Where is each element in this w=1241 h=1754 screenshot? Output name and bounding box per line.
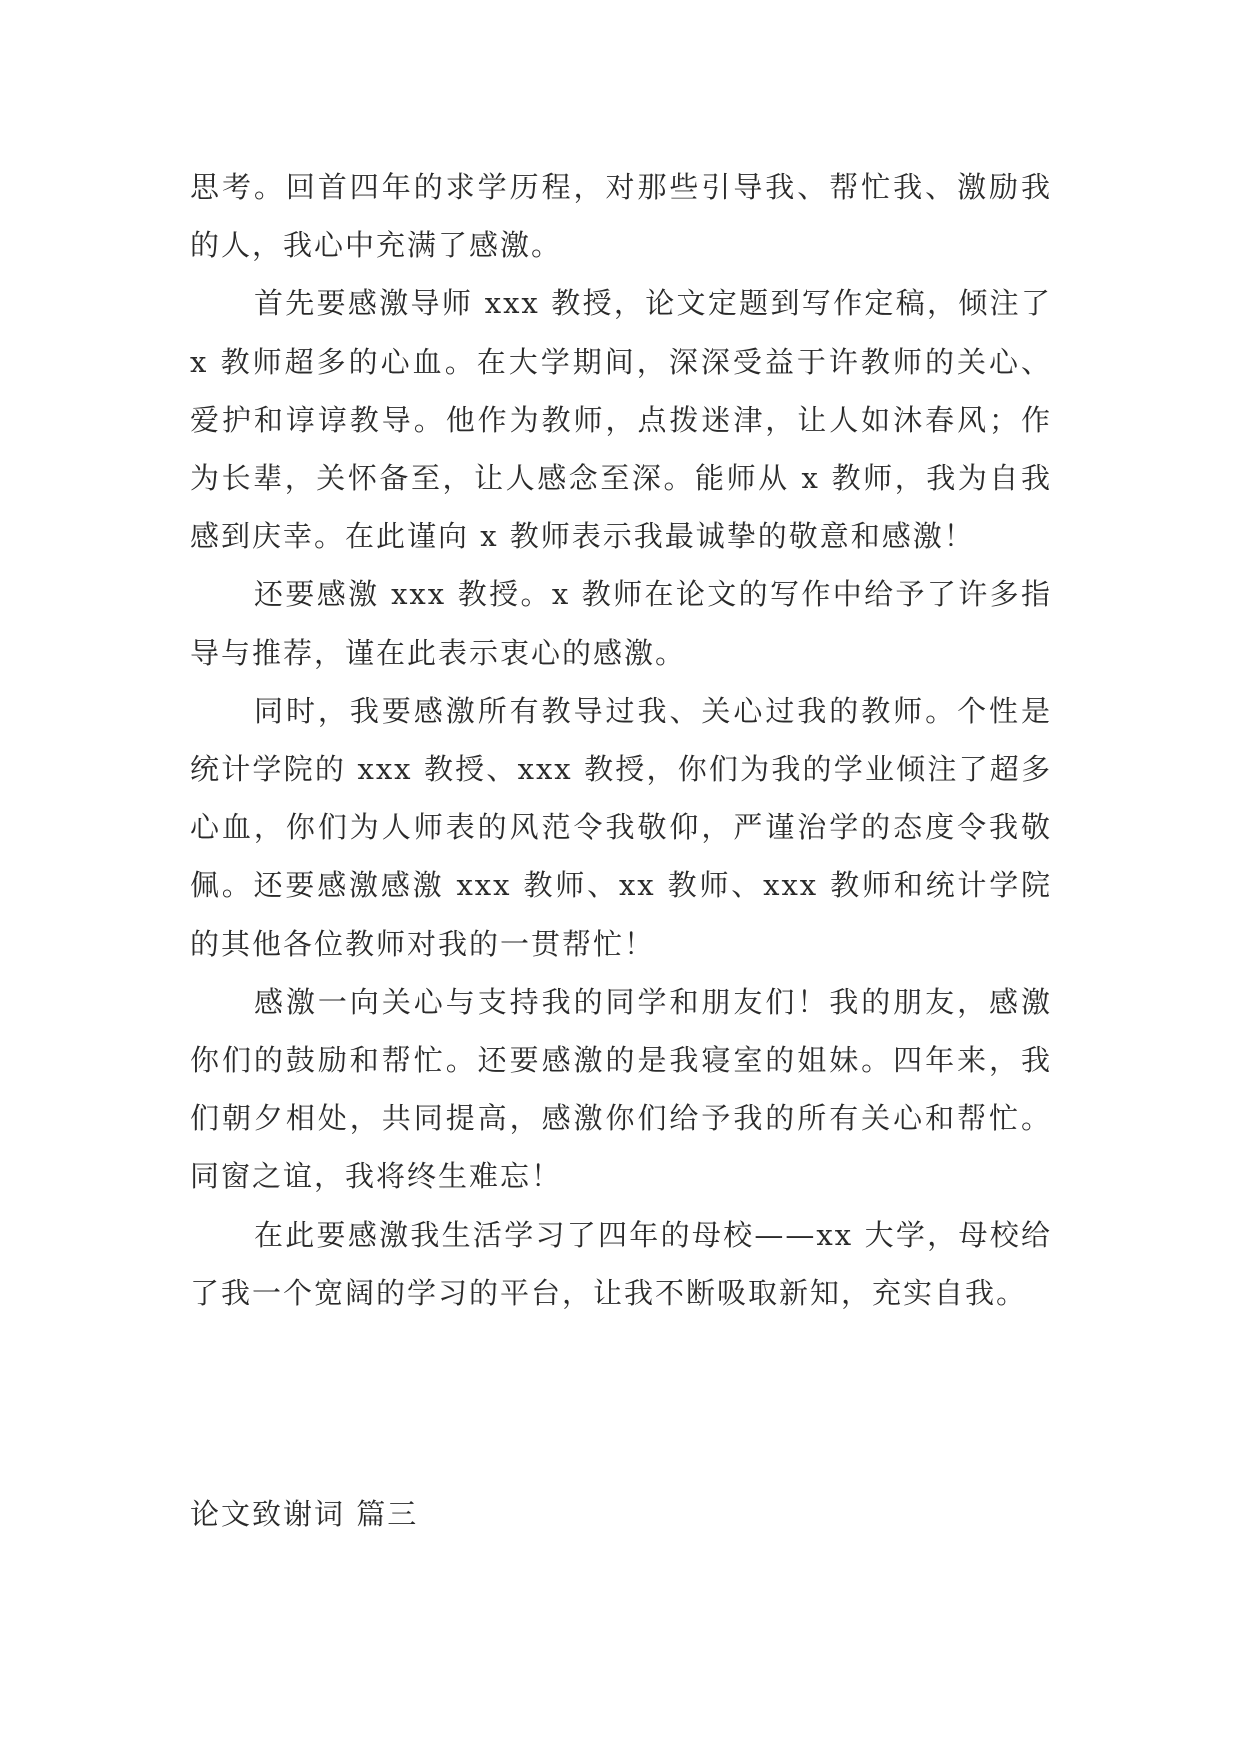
- paragraph-professor-thanks: 还要感激 xxx 教授。x 教师在论文的写作中给予了许多指导与推荐，谨在此表示衷心的感激。: [190, 577, 1052, 670]
- paragraph-continuation: 思考。回首四年的求学历程，对那些引导我、帮忙我、激励我的人，我心中充满了感激。: [190, 170, 1052, 263]
- paragraph-school-thanks: 在此要感激我生活学习了四年的母校——xx 大学，母校给了我一个宽阔的学习的平台，让我不断吸取新知，充实自我。: [190, 1217, 1052, 1310]
- section-heading: 论文致谢词 篇三: [190, 1497, 419, 1531]
- paragraph-friends-thanks: 感激一向关心与支持我的同学和朋友们！我的朋友，感激你们的鼓励和帮忙。还要感激的是我寝室的姐妹。四年来，我们朝夕相处，共同提高，感激你们给予我的所有关心和帮忙。同窗之谊，我将终生难忘！: [190, 984, 1052, 1194]
- document-body: [190, 158, 1052, 1322]
- paragraph-teachers-thanks: 同时，我要感激所有教导过我、关心过我的教师。个性是统计学院的 xxx 教授、xxx 教授，你们为我的学业倾注了超多心血，你们为人师表的风范令我敬仰，严谨治学的态度令我敬佩。还要感激感激 xxx 教师、xx 教师、xxx 教师和统计学院的其他各位教师对我的一贯帮忙！: [190, 693, 1052, 961]
- paragraph-advisor-thanks: 首先要感激导师 xxx 教授，论文定题到写作定稿，倾注了 x 教师超多的心血。在大学期间，深深受益于许教师的关心、爱护和谆谆教导。他作为教师，点拨迷津，让人如沐春风；作为长辈，关怀备至，让人感念至深。能师从 x 教师，我为自我感到庆幸。在此谨向 x 教师表示我最诚挚的敬意和感激！: [190, 286, 1052, 554]
